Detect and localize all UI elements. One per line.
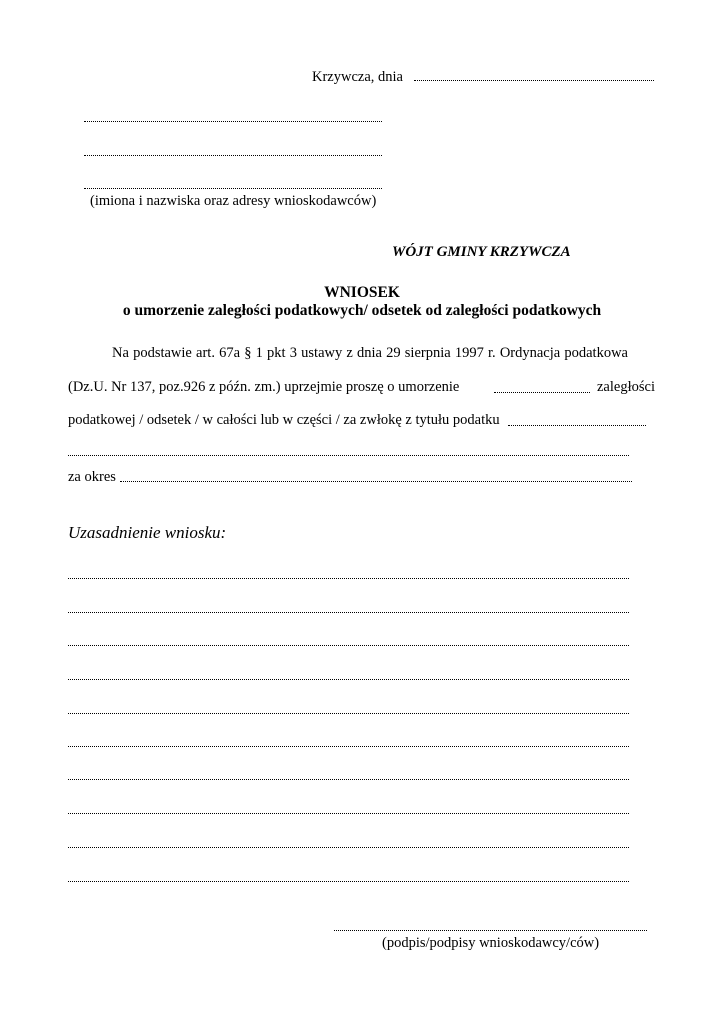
document-subtitle: o umorzenie zaległości podatkowych/ odsetek od zaległości podatkowych <box>122 302 602 319</box>
body-line-1: Na podstawie art. 67a § 1 pkt 3 ustawy z dnia 29 sierpnia 1997 r. Ordynacja podatkowa <box>112 345 628 361</box>
amount-field[interactable] <box>494 392 590 393</box>
body-line-2-before: (Dz.U. Nr 137, poz.926 z późn. zm.) uprzejmie proszę o umorzenie <box>68 379 460 395</box>
applicants-caption: (imiona i nazwiska oraz adresy wnioskodawców) <box>90 193 377 209</box>
justification-line-5[interactable] <box>68 713 629 714</box>
signature-caption: (podpis/podpisy wnioskodawcy/ców) <box>382 935 600 951</box>
body-line-2-after: zaległości <box>597 379 655 395</box>
justification-line-10[interactable] <box>68 881 629 882</box>
justification-line-8[interactable] <box>68 813 629 814</box>
justification-heading: Uzasadnienie wniosku: <box>68 523 227 542</box>
applicant-line-3[interactable] <box>84 188 382 189</box>
addressee: WÓJT GMINY KRZYWCZA <box>392 244 571 260</box>
justification-line-4[interactable] <box>68 679 629 680</box>
place-date-label: Krzywcza, dnia <box>312 69 403 85</box>
justification-line-7[interactable] <box>68 779 629 780</box>
period-field[interactable] <box>120 481 632 482</box>
date-field[interactable] <box>414 80 654 81</box>
tax-type-field[interactable] <box>508 425 646 426</box>
applicant-line-1[interactable] <box>84 121 382 122</box>
body-line-3: podatkowej / odsetek / w całości lub w części / za zwłokę z tytułu podatku <box>68 412 500 428</box>
document-title: WNIOSEK <box>324 284 400 301</box>
tax-type-continuation-line[interactable] <box>68 455 629 456</box>
signature-line[interactable] <box>334 930 647 931</box>
justification-line-3[interactable] <box>68 645 629 646</box>
justification-line-6[interactable] <box>68 746 629 747</box>
justification-line-9[interactable] <box>68 847 629 848</box>
applicant-line-2[interactable] <box>84 155 382 156</box>
period-label: za okres <box>68 469 116 485</box>
justification-line-2[interactable] <box>68 612 629 613</box>
justification-line-1[interactable] <box>68 578 629 579</box>
